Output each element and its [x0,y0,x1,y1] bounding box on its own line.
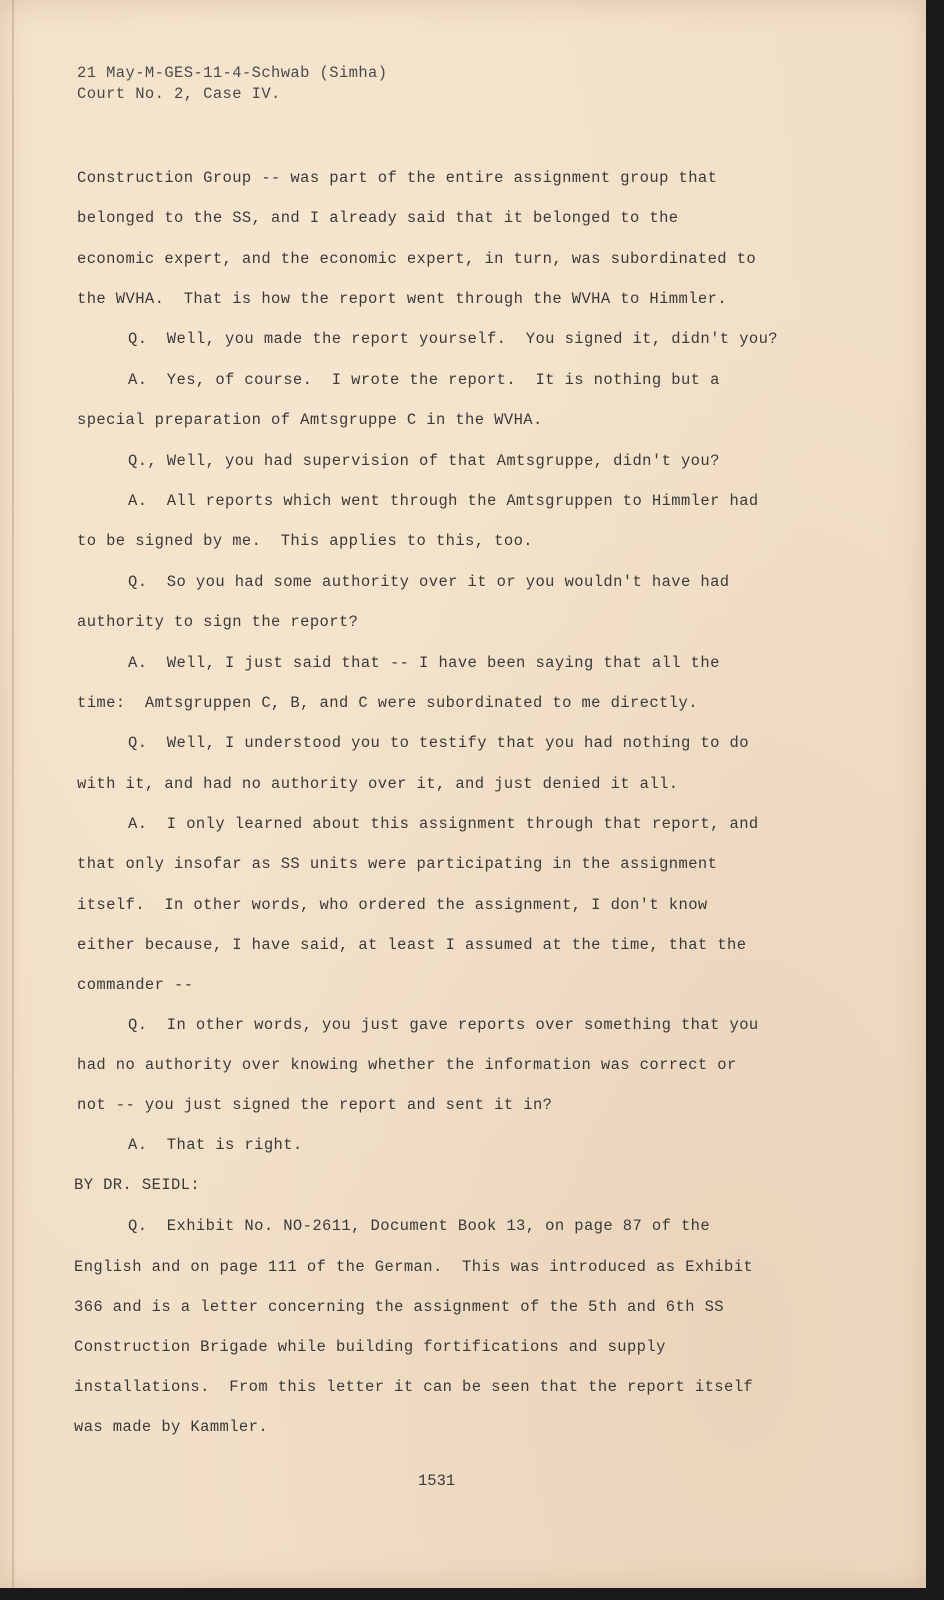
text-line: that only insofar as SS units were participating in the assignment [77,855,718,873]
text-line: Construction Brigade while building fortifications and supply [74,1338,666,1356]
text-line: commander -- [77,976,194,994]
header-line-2: Court No. 2, Case IV. [77,85,281,103]
text-line: 366 and is a letter concerning the assignment of the 5th and 6th SS [74,1298,725,1316]
question-line: Q. Exhibit No. NO-2611, Document Book 13, on page 87 of the [128,1217,711,1235]
question-line: Q. In other words, you just gave reports over something that you [128,1016,759,1034]
question-line: Q. So you had some authority over it or you wouldn't have had [128,573,730,591]
text-line: either because, I have said, at least I assumed at the time, that the [77,936,747,954]
text-line: with it, and had no authority over it, and just denied it all. [77,775,679,793]
text-line: economic expert, and the economic expert, in turn, was subordinated to [77,250,757,268]
text-line: to be signed by me. This applies to this, too. [77,532,533,550]
header-line-1: 21 May-M-GES-11-4-Schwab (Simha) [77,64,388,82]
text-line: installations. From this letter it can be seen that the report itself [74,1378,754,1396]
text-line: time: Amtsgruppen C, B, and C were subordinated to me directly. [77,694,698,712]
text-line: belonged to the SS, and I already said that it belonged to the [77,209,679,227]
answer-line: A. Well, I just said that -- I have been saying that all the [128,654,720,672]
answer-line: A. All reports which went through the Amtsgruppen to Himmler had [128,492,759,510]
question-line: Q. Well, I understood you to testify that you had nothing to do [128,734,749,752]
answer-line: A. That is right. [128,1136,303,1154]
examiner-heading: BY DR. SEIDL: [74,1176,201,1194]
text-line: English and on page 111 of the German. This was introduced as Exhibit [74,1258,754,1276]
question-line: Q. Well, you made the report yourself. You signed it, didn't you? [128,330,779,348]
page-fold-mark [12,0,14,1588]
text-line: not -- you just signed the report and sent it in? [77,1096,553,1114]
question-line: Q., Well, you had supervision of that Amtsgruppe, didn't you? [128,452,720,470]
text-line: special preparation of Amtsgruppe C in the WVHA. [77,411,543,429]
text-line: had no authority over knowing whether the information was correct or [77,1056,737,1074]
text-line: was made by Kammler. [74,1418,269,1436]
text-line: itself. In other words, who ordered the assignment, I don't know [77,896,708,914]
answer-line: A. I only learned about this assignment through that report, and [128,815,759,833]
text-line: authority to sign the report? [77,613,359,631]
text-line: the WVHA. That is how the report went through the WVHA to Himmler. [77,290,728,308]
text-line: Construction Group -- was part of the entire assignment group that [77,169,718,187]
answer-line: A. Yes, of course. I wrote the report. It is nothing but a [128,371,720,389]
page-number: 1531 [418,1472,456,1490]
